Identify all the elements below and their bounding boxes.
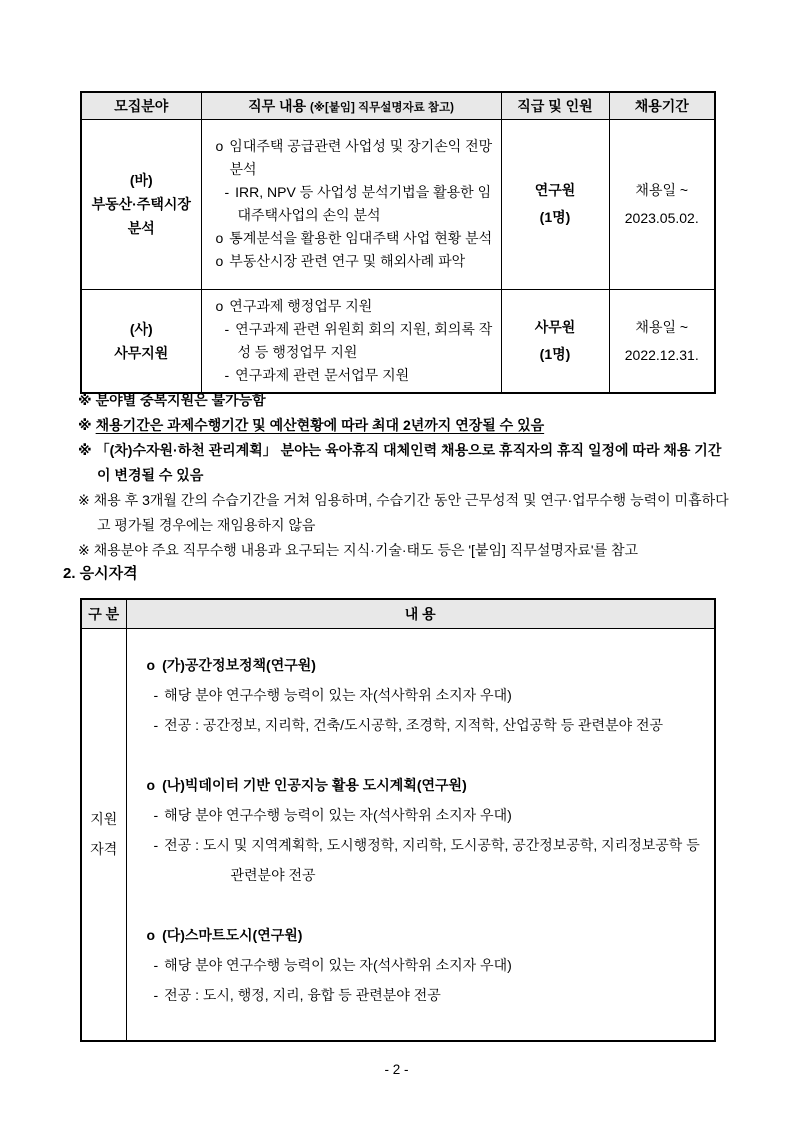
- note-item: [78, 413, 730, 438]
- dash-marker: -: [153, 716, 159, 733]
- dash-marker: -: [153, 956, 159, 973]
- group-item: [141, 710, 701, 740]
- section-heading-qualification: 2. 응시자격: [63, 565, 138, 582]
- group-item: [141, 680, 701, 710]
- dash-marker: -: [224, 366, 230, 383]
- duty-item: [210, 364, 493, 387]
- group-item: [141, 980, 701, 1010]
- notes-list: [78, 388, 730, 563]
- bullet-marker: o: [215, 138, 224, 154]
- category-line: 사무지원: [114, 344, 169, 361]
- note-item: [78, 538, 730, 563]
- group-title: [141, 920, 701, 950]
- category-line: (사): [129, 320, 153, 337]
- position-cell: [501, 119, 609, 289]
- group-item-text: 해당 분야 연구수행 능력이 있는 자(석사학위 소지자 우대): [164, 686, 512, 703]
- qualification-group-da: [141, 920, 701, 1010]
- note-text: 분야별 중복지원은 불가능함: [95, 392, 266, 408]
- duty-text: 통계분석을 활용한 임대주택 사업 현황 분석: [229, 230, 493, 246]
- note-item: [78, 388, 730, 413]
- group-item: [141, 800, 701, 830]
- header-duties: [201, 92, 501, 119]
- duty-item: [210, 181, 493, 227]
- recruit-row-ba: [81, 119, 715, 289]
- note-text: 채용기간은 과제수행기간 및 예산현황에 따라 최대 2년까지 연장될 수 있음: [95, 417, 545, 433]
- row-label-line: 지원: [90, 811, 118, 827]
- header-duties-main: 직무 내용: [248, 97, 307, 114]
- duty-item: [210, 318, 493, 364]
- qualification-content-cell: [126, 628, 715, 1041]
- header-position: 직급 및 인원: [501, 92, 609, 119]
- reference-mark: ※: [78, 542, 90, 558]
- qualification-row-label: [81, 628, 126, 1041]
- duty-item: [210, 135, 493, 181]
- page-number: - 2 -: [384, 1062, 409, 1077]
- bullet-marker: o: [146, 776, 156, 793]
- dash-marker: -: [153, 686, 159, 703]
- bullet-marker: o: [146, 926, 156, 943]
- reference-mark: ※: [78, 492, 90, 508]
- group-item-text: 해당 분야 연구수행 능력이 있는 자(석사학위 소지자 우대): [164, 956, 512, 973]
- group-item: [141, 950, 701, 980]
- category-line: 부동산·주택시장: [91, 196, 191, 212]
- duty-text: IRR, NPV 등 사업성 분석기법을 활용한 임대주택사업의 손익 분석: [235, 184, 492, 223]
- position-count: (1명): [539, 345, 571, 362]
- position-title: 사무원: [534, 318, 576, 335]
- qualification-table: [80, 598, 716, 1042]
- group-title-text: (나)빅데이터 기반 인공지능 활용 도시계획(연구원): [162, 776, 467, 793]
- bullet-marker: o: [215, 297, 224, 314]
- qualification-group-ga: [141, 650, 701, 740]
- header-category: 모집분야: [81, 92, 201, 119]
- position-title: 연구원: [534, 182, 576, 198]
- recruit-row-sa: [81, 289, 715, 393]
- period-start: 채용일 ~: [635, 182, 689, 198]
- header-qual-category: 구 분: [81, 599, 126, 628]
- group-item-text: 해당 분야 연구수행 능력이 있는 자(석사학위 소지자 우대): [164, 806, 512, 823]
- qualification-group-na: [141, 770, 701, 890]
- period-cell: [609, 119, 715, 289]
- duty-text: 연구과제 관련 문서업무 지원: [235, 366, 410, 383]
- bullet-marker: o: [215, 230, 224, 246]
- note-text: 「(차)수자원·하천 관리계획」 분야는 육아휴직 대체인력 채용으로 휴직자의 휴직 일정에 따라 채용 기간이 변경될 수 있음: [95, 442, 722, 483]
- recruit-table-header-row: [81, 92, 715, 119]
- category-cell: [81, 119, 201, 289]
- duties-cell: [201, 119, 501, 289]
- group-item-text: 전공 : 도시 및 지역계획학, 도시행정학, 지리학, 도시공학, 공간정보공학, 지리정보공학 등 관련분야 전공: [164, 836, 700, 883]
- dash-marker: -: [224, 320, 230, 337]
- reference-mark: ※: [78, 417, 92, 433]
- group-title: [141, 650, 701, 680]
- position-count: (1명): [539, 209, 571, 225]
- duty-item: [210, 295, 493, 318]
- recruit-table: [80, 91, 716, 394]
- dash-marker: -: [153, 986, 159, 1003]
- note-text: 채용분야 주요 직무수행 내용과 요구되는 지식·기술·태도 등은 '[붙임] 직무설명자료'를 참고: [93, 542, 639, 558]
- category-line: 분석: [127, 220, 155, 236]
- duty-text: 임대주택 공급관련 사업성 및 장기손익 전망 분석: [229, 138, 493, 177]
- dash-marker: -: [153, 836, 159, 853]
- group-item: [141, 830, 701, 890]
- duty-text: 부동산시장 관련 연구 및 해외사례 파악: [229, 253, 466, 269]
- duty-item: [210, 227, 493, 250]
- group-title-text: (가)공간정보정책(연구원): [162, 656, 316, 673]
- dash-marker: -: [153, 806, 159, 823]
- qualification-table-header-row: [81, 599, 715, 628]
- note-text: 채용 후 3개월 간의 수습기간을 거쳐 임용하며, 수습기간 동안 근무성적 및 연구·업무수행 능력이 미흡하다고 평가될 경우에는 재임용하지 않음: [93, 492, 729, 533]
- header-qual-content: 내 용: [126, 599, 715, 628]
- qualification-row: [81, 628, 715, 1041]
- group-title-text: (다)스마트도시(연구원): [162, 926, 303, 943]
- bullet-marker: o: [146, 656, 156, 673]
- period-start: 채용일 ~: [635, 318, 689, 335]
- category-cell: [81, 289, 201, 393]
- row-label-line: 자격: [90, 841, 118, 857]
- period-end: 2023.05.02.: [624, 210, 699, 226]
- dash-marker: -: [224, 184, 230, 200]
- note-item: [78, 438, 730, 488]
- category-line: (바): [129, 172, 153, 188]
- group-item-text: 전공 : 도시, 행정, 지리, 융합 등 관련분야 전공: [164, 986, 441, 1003]
- bullet-marker: o: [215, 253, 224, 269]
- note-item: [78, 488, 730, 538]
- duty-text: 연구과제 행정업무 지원: [229, 297, 373, 314]
- position-cell: [501, 289, 609, 393]
- period-end: 2022.12.31.: [624, 346, 699, 363]
- period-cell: [609, 289, 715, 393]
- duties-cell: [201, 289, 501, 393]
- duty-item: [210, 250, 493, 273]
- header-period: 채용기간: [609, 92, 715, 119]
- header-duties-sub: (※[붙임] 직무설명자료 참고): [309, 101, 454, 114]
- group-item-text: 전공 : 공간정보, 지리학, 건축/도시공학, 조경학, 지적학, 산업공학 등 관련분야 전공: [164, 716, 664, 733]
- group-title: [141, 770, 701, 800]
- reference-mark: ※: [78, 392, 92, 408]
- duty-text: 연구과제 관련 위원회 회의 지원, 회의록 작성 등 행정업무 지원: [235, 320, 493, 360]
- reference-mark: ※: [78, 442, 92, 458]
